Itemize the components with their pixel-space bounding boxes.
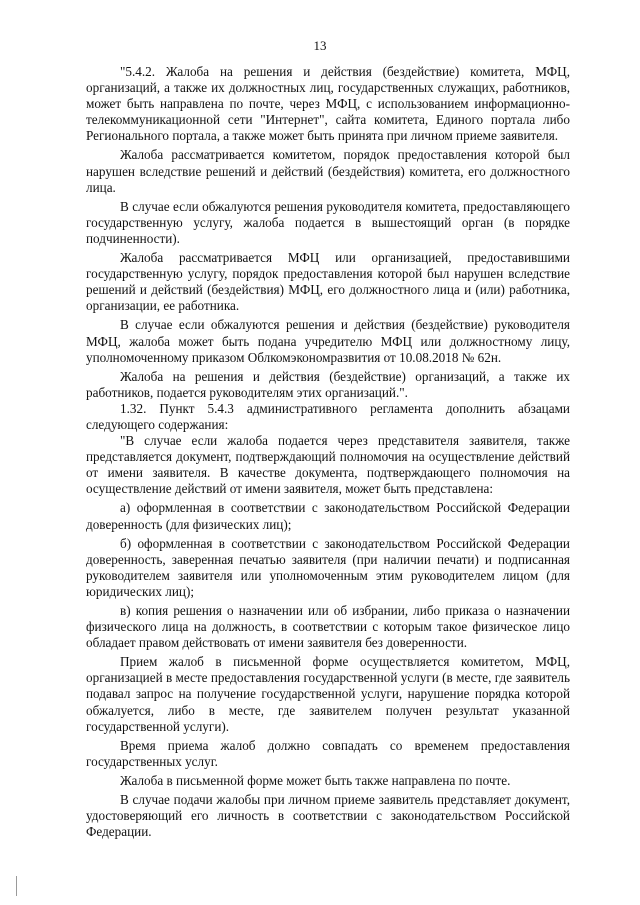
paragraph: б) оформленная в соответствии с законодательством Российской Федерации доверенность, заверенная печатью заявителя (при наличии печати) и подписанная руководителем заявителя или уполномоченным этим руководителем лицом (для юридических лиц); bbox=[86, 535, 570, 599]
document-body bbox=[86, 64, 570, 840]
paragraph: "В случае если жалоба подается через представителя заявителя, также представляется документ, подтверждающий полномочия на осуществление действий от имени заявителя. В качестве документа, подтверждающего полномочия на осуществление действий от имени заявителя, может быть представлена: bbox=[86, 433, 570, 497]
scan-edge-mark bbox=[16, 876, 17, 896]
paragraph: Жалоба рассматривается комитетом, порядок предоставления которой был нарушен вследствие решений и действий (бездействия) комитета, его должностного лица. bbox=[86, 147, 570, 195]
paragraph: Прием жалоб в письменной форме осуществляется комитетом, МФЦ, организацией в месте предоставления государственной услуги (в месте, где заявитель подавал запрос на получение государственной услуги, нарушение порядка которой обжалуется, либо в месте, где заявителем получен результат указанной государственной услуги). bbox=[86, 654, 570, 734]
paragraph: Жалоба рассматривается МФЦ или организацией, предоставившими государственную услугу, порядок предоставления которой был нарушен вследствие решений и действий (бездействия) МФЦ, его должностного лица и (или) работника, организации, ее работника. bbox=[86, 250, 570, 314]
paragraph: В случае если обжалуются решения руководителя комитета, предоставляющего государственную услугу, жалоба подается в вышестоящий орган (в порядке подчиненности). bbox=[86, 198, 570, 246]
paragraph: Время приема жалоб должно совпадать со временем предоставления государственных услуг. bbox=[86, 737, 570, 769]
paragraph: В случае подачи жалобы при личном приеме заявитель представляет документ, удостоверяющий его личность в соответствии с законодательством Российской Федерации. bbox=[86, 792, 570, 840]
paragraph: "5.4.2. Жалоба на решения и действия (бездействие) комитета, МФЦ, организаций, а также их должностных лиц, государственных служащих, работников, может быть направлена по почте, через МФЦ, с использованием информационно-телекоммуникационной сети "Интернет", сайта комитета, Единого портала либо Регионального портала, а также может быть принята при личном приеме заявителя. bbox=[86, 64, 570, 144]
paragraph: Жалоба в письменной форме может быть также направлена по почте. bbox=[120, 772, 511, 788]
paragraph: в) копия решения о назначении или об избрании, либо приказа о назначении физического лица на должность, в соответствии с которым такое физическое лицо обладает правом действовать от имени заявителя без доверенности. bbox=[86, 603, 570, 651]
page-number: 13 bbox=[313, 38, 327, 53]
paragraph: 1.32. Пункт 5.4.3 административного регламента дополнить абзацами следующего содержания: bbox=[86, 400, 570, 432]
paragraph: В случае если обжалуются решения и действия (бездействие) руководителя МФЦ, жалоба может быть подана учредителю МФЦ или должностному лицу, уполномоченному приказом Облкомэкономразвития от 10.08.2018 № 62н. bbox=[86, 317, 570, 365]
paragraph: Жалоба на решения и действия (бездействие) организаций, а также их работников, подается руководителям этих организаций.". bbox=[86, 368, 570, 400]
paragraph: а) оформленная в соответствии с законодательством Российской Федерации доверенность (для физических лиц); bbox=[86, 500, 570, 532]
